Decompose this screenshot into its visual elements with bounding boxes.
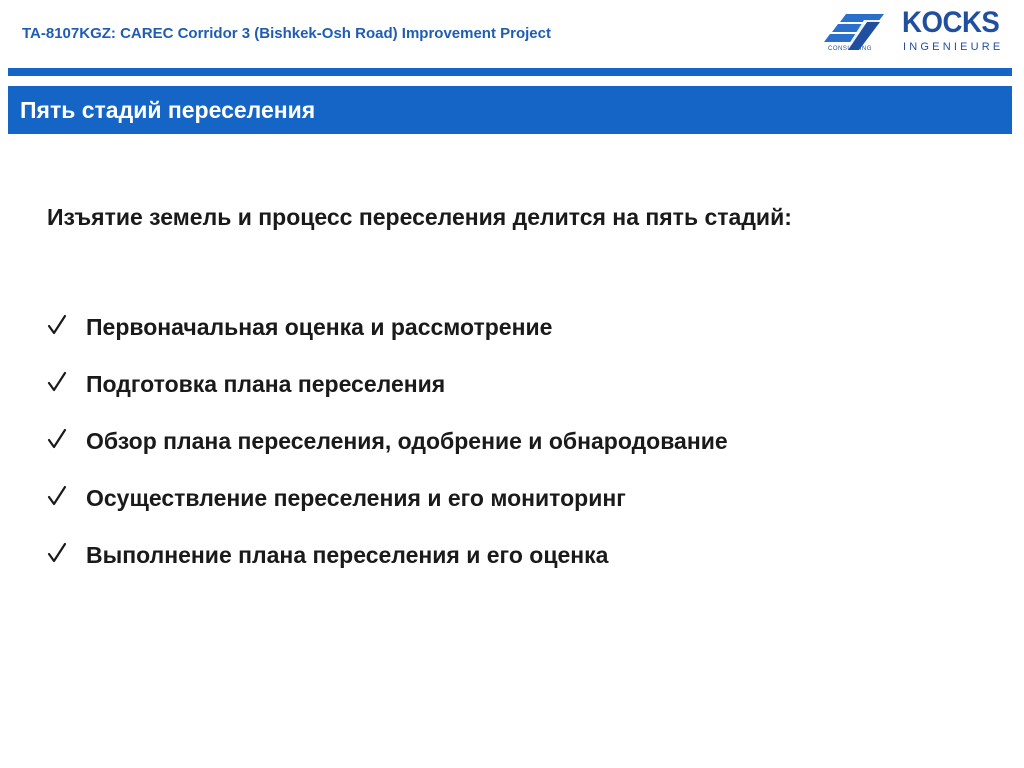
stage-label: Выполнение плана переселения и его оценка bbox=[86, 542, 609, 568]
intro-paragraph: Изъятие земель и процесс переселения делится на пять стадий: bbox=[47, 204, 792, 230]
cac-consulting-logo bbox=[824, 12, 886, 56]
checkmark-icon bbox=[47, 371, 67, 393]
slide-title-bar bbox=[8, 86, 1012, 134]
cac-logo-text: CONSULTING bbox=[828, 46, 872, 52]
stage-label: Обзор плана переселения, одобрение и обнародование bbox=[86, 428, 728, 454]
kocks-logo bbox=[902, 8, 1024, 58]
kocks-subtitle: INGENIEURE bbox=[903, 41, 1004, 53]
stage-item bbox=[47, 473, 1007, 530]
stage-label: Осуществление переселения и его мониторинг bbox=[86, 485, 626, 511]
checkmark-icon bbox=[47, 485, 67, 507]
project-title: TA-8107KGZ: CAREC Corridor 3 (Bishkek-Osh Road) Improvement Project bbox=[22, 25, 551, 42]
slide-title: Пять стадий переселения bbox=[20, 97, 316, 123]
checkmark-icon bbox=[47, 314, 67, 336]
stage-label: Первоначальная оценка и рассмотрение bbox=[86, 314, 553, 340]
stage-label: Подготовка плана переселения bbox=[86, 371, 446, 397]
stage-item bbox=[47, 416, 1007, 473]
checkmark-icon bbox=[47, 428, 67, 450]
stage-item bbox=[47, 530, 1007, 587]
header-rule-bar bbox=[8, 68, 1012, 76]
stage-item bbox=[47, 302, 1007, 359]
checkmark-icon bbox=[47, 542, 67, 564]
stage-item bbox=[47, 359, 1007, 416]
stages-list bbox=[47, 302, 1007, 587]
header-logos bbox=[824, 6, 1024, 62]
kocks-wordmark: KOCKS bbox=[902, 6, 1000, 39]
